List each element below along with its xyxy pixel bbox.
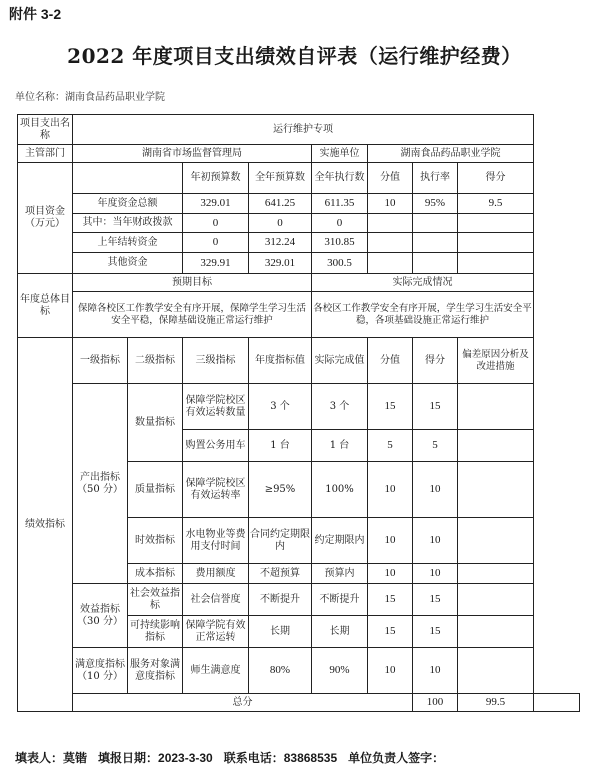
- fund-rate: [413, 233, 458, 253]
- score-value: 10: [368, 518, 413, 564]
- fund-score: 9.5: [458, 194, 534, 214]
- fund-score-val: [368, 253, 413, 274]
- third-indicator: 师生满意度: [183, 648, 249, 694]
- fund-exec: 0: [312, 214, 368, 233]
- perf-header-target: 年度指标值: [249, 338, 312, 384]
- timeliness-indicator-label: 时效指标: [128, 518, 183, 564]
- fund-header-initial: 年初预算数: [183, 163, 249, 194]
- fund-header-score-val: 分值: [368, 163, 413, 194]
- score: 10: [413, 462, 458, 518]
- fund-header-full: 全年预算数: [249, 163, 312, 194]
- page-title: 2022 年度项目支出绩效自评表（运行维护经费）: [67, 44, 522, 68]
- total-score-value: 100: [413, 694, 458, 712]
- fund-exec: 300.5: [312, 253, 368, 274]
- sustain-indicator-label: 可持续影响指标: [128, 616, 183, 648]
- fund-score: [458, 233, 534, 253]
- supervisor-label: 主管部门: [18, 145, 73, 163]
- actual-value: 90%: [312, 648, 368, 694]
- fund-row: [18, 233, 580, 253]
- self-evaluation-table: [17, 114, 580, 712]
- fund-full: 312.24: [249, 233, 312, 253]
- target-value: 80%: [249, 648, 312, 694]
- benefit-indicator-label: 效益指标（30 分）: [73, 584, 128, 648]
- fund-header-exec: 全年执行数: [312, 163, 368, 194]
- score-value: 5: [368, 430, 413, 462]
- perf-header-third: 三级指标: [183, 338, 249, 384]
- social-indicator-label: 社会效益指标: [128, 584, 183, 616]
- total-blank: [534, 694, 580, 712]
- fund-exec: 611.35: [312, 194, 368, 214]
- deviation-cell: [458, 518, 534, 564]
- perf-header-deviation: 偏差原因分析及改进措施: [458, 338, 534, 384]
- perf-header-row: [18, 338, 580, 384]
- planned-goal: 保障各校区工作教学安全有序开展，保障学生学习生活安全平稳，保障基础设施正常运行维护: [73, 292, 312, 338]
- unit-name: 单位名称：湖南食品药品职业学院: [15, 92, 165, 103]
- total-score: 99.5: [458, 694, 534, 712]
- third-indicator: 费用额度: [183, 564, 249, 584]
- deviation-cell: [458, 430, 534, 462]
- exec-unit-value: 湖南食品药品职业学院: [368, 145, 534, 163]
- score-value: 10: [368, 462, 413, 518]
- third-indicator: 社会信誉度: [183, 584, 249, 616]
- fund-header-rate: 执行率: [413, 163, 458, 194]
- third-indicator: 水电物业等费用支付时间: [183, 518, 249, 564]
- indicator-row: [18, 648, 580, 694]
- target-value: 长期: [249, 616, 312, 648]
- score-value: 10: [368, 648, 413, 694]
- fund-score-val: [368, 233, 413, 253]
- fund-score-val: [368, 214, 413, 233]
- score-value: 15: [368, 616, 413, 648]
- fund-row-label: 其中：当年财政拨款: [73, 214, 183, 233]
- deviation-cell: [458, 648, 534, 694]
- target-value: 3 个: [249, 384, 312, 430]
- fund-score: [458, 214, 534, 233]
- indicator-row: [18, 584, 580, 616]
- deviation-cell: [458, 384, 534, 430]
- signature-label: 单位负责人签字：: [348, 751, 445, 765]
- contact-phone: 联系电话：83868535: [223, 751, 338, 765]
- actual-value: 1 台: [312, 430, 368, 462]
- fund-full: 329.01: [249, 253, 312, 274]
- actual-goal: 各校区工作教学安全有序开展，学生学习生活安全平稳，各项基础设施正常运行维护: [312, 292, 534, 338]
- funds-blank-header: [73, 163, 183, 194]
- attachment-label: 附件 3-2: [9, 6, 62, 22]
- actual-value: 预算内: [312, 564, 368, 584]
- deviation-cell: [458, 616, 534, 648]
- target-value: 不超预算: [249, 564, 312, 584]
- actual-goal-label: 实际完成情况: [312, 274, 534, 292]
- fund-row-label: 其他资金: [73, 253, 183, 274]
- footer: [15, 749, 455, 766]
- fund-full: 641.25: [249, 194, 312, 214]
- quality-indicator-label: 质量指标: [128, 462, 183, 518]
- output-indicator-label: 产出指标（50 分）: [73, 384, 128, 584]
- perf-header-actual: 实际完成值: [312, 338, 368, 384]
- perf-header-second: 二级指标: [128, 338, 183, 384]
- service-indicator-label: 服务对象满意度指标: [128, 648, 183, 694]
- deviation-cell: [458, 584, 534, 616]
- fund-score-val: 10: [368, 194, 413, 214]
- cost-indicator-label: 成本指标: [128, 564, 183, 584]
- third-indicator: 保障学院校区有效运转数量: [183, 384, 249, 430]
- target-value: 不断提升: [249, 584, 312, 616]
- indicator-row: [18, 384, 580, 430]
- deviation-cell: [458, 462, 534, 518]
- exec-unit-label: 实施单位: [312, 145, 368, 163]
- actual-value: 3 个: [312, 384, 368, 430]
- project-name: 运行维护专项: [73, 115, 534, 145]
- third-indicator: 保障学院校区有效运转率: [183, 462, 249, 518]
- fund-initial: 329.01: [183, 194, 249, 214]
- fund-initial: 0: [183, 233, 249, 253]
- fund-rate: [413, 253, 458, 274]
- satisfaction-indicator-label: 满意度指标（10 分）: [73, 648, 128, 694]
- target-value: 1 台: [249, 430, 312, 462]
- score: 10: [413, 564, 458, 584]
- fund-initial: 0: [183, 214, 249, 233]
- project-name-row: [18, 115, 580, 145]
- filler: 填表人：莫锴: [15, 751, 88, 765]
- fund-row: [18, 194, 580, 214]
- score-value: 10: [368, 564, 413, 584]
- fund-rate: 95%: [413, 194, 458, 214]
- perf-header-first: 一级指标: [73, 338, 128, 384]
- total-label: 总分: [73, 694, 413, 712]
- fund-row-label: 年度资金总额: [73, 194, 183, 214]
- actual-value: 约定期限内: [312, 518, 368, 564]
- score-value: 15: [368, 584, 413, 616]
- third-indicator: 保障学院有效正常运转: [183, 616, 249, 648]
- fund-initial: 329.91: [183, 253, 249, 274]
- score: 5: [413, 430, 458, 462]
- fund-score: [458, 253, 534, 274]
- target-value: ≥95%: [249, 462, 312, 518]
- perf-header-score: 得分: [413, 338, 458, 384]
- project-name-label: 项目支出名称: [18, 115, 73, 145]
- third-indicator: 购置公务用车: [183, 430, 249, 462]
- target-value: 合同约定期限内: [249, 518, 312, 564]
- goal-content-row: [18, 292, 580, 338]
- actual-value: 100%: [312, 462, 368, 518]
- fund-full: 0: [249, 214, 312, 233]
- score-value: 15: [368, 384, 413, 430]
- actual-value: 不断提升: [312, 584, 368, 616]
- actual-value: 长期: [312, 616, 368, 648]
- fund-row: [18, 253, 580, 274]
- fund-row-label: 上年结转资金: [73, 233, 183, 253]
- score: 10: [413, 518, 458, 564]
- total-row: [18, 694, 580, 712]
- score: 15: [413, 584, 458, 616]
- perf-label: 绩效指标: [18, 338, 73, 712]
- fill-date: 填报日期：2023-3-30: [98, 751, 213, 765]
- fund-exec: 310.85: [312, 233, 368, 253]
- fund-row: [18, 214, 580, 233]
- fund-rate: [413, 214, 458, 233]
- planned-goal-label: 预期目标: [73, 274, 312, 292]
- funds-header-row: [18, 163, 580, 194]
- supervisor-row: [18, 145, 580, 163]
- quantity-indicator-label: 数量指标: [128, 384, 183, 462]
- score: 10: [413, 648, 458, 694]
- supervisor-value: 湖南省市场监督管理局: [73, 145, 312, 163]
- deviation-cell: [458, 564, 534, 584]
- fund-header-score: 得分: [458, 163, 534, 194]
- perf-header-score-val: 分值: [368, 338, 413, 384]
- funds-label: 项目资金（万元）: [18, 163, 73, 274]
- score: 15: [413, 616, 458, 648]
- goal-label: 年度总体目标: [18, 274, 73, 338]
- score: 15: [413, 384, 458, 430]
- goal-header-row: [18, 274, 580, 292]
